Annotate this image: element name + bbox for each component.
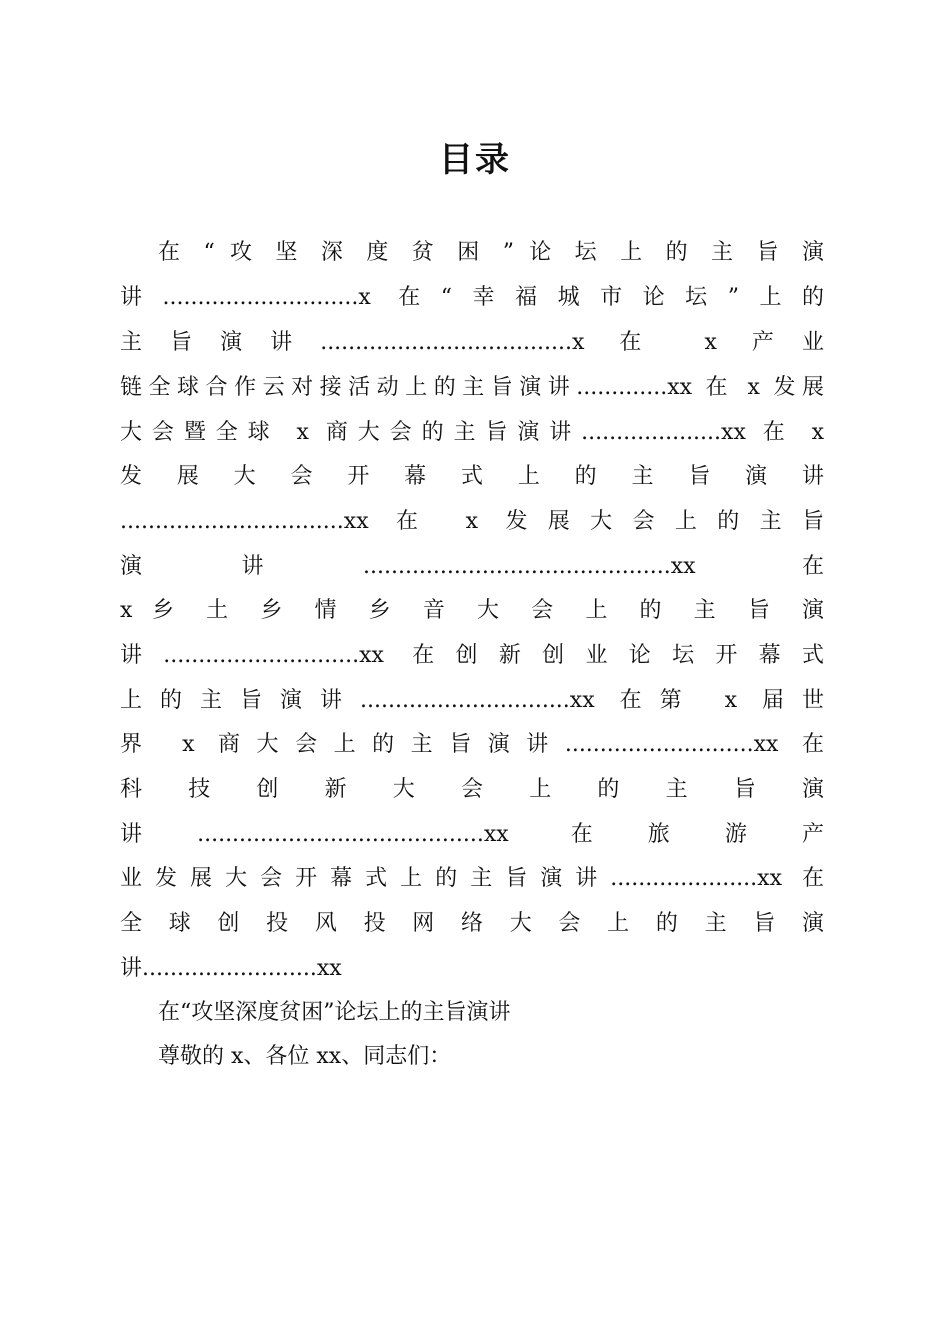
toc-line: x 乡 土 乡 情 乡 音 大 会 上 的 主 旨 演	[120, 598, 824, 623]
toc-line: 界 x 商大会上的主旨演讲...........................xx 在	[120, 732, 824, 757]
toc-line: 在 “ 攻 坚 深 度 贫 困 ” 论 坛 上 的 主 旨 演	[158, 240, 824, 265]
toc-line: 讲.........................................xx 在旅游产	[120, 822, 824, 847]
toc-line: 讲.........................xx	[120, 956, 342, 981]
toc-line: 讲............................x 在“幸福城市论坛”上的	[120, 285, 824, 310]
toc-line: 上的主旨演讲..............................xx 在第 x 届世	[120, 688, 824, 713]
toc-line: 发 展 大 会 开 幕 式 上 的 主 旨 演 讲	[120, 464, 824, 489]
toc-line: 科 技 创 新 大 会 上 的 主 旨 演	[120, 777, 824, 802]
toc-line: 主旨演讲....................................x 在 x 产业	[120, 330, 824, 355]
toc-line: ................................xx 在 x 发展大会上的主旨	[120, 509, 824, 534]
toc-line: 全 球 创 投 风 投 网 络 大 会 上 的 主 旨 演	[120, 911, 824, 936]
toc-line: 讲............................xx 在创新创业论坛开幕式	[120, 643, 824, 668]
page-title: 目录	[439, 140, 511, 180]
salutation: 尊敬的 x、各位 xx、同志们：	[158, 1044, 452, 1069]
speech-heading: 在“攻坚深度贫困”论坛上的主旨演讲	[158, 1000, 511, 1025]
toc-line: 大会暨全球 x 商大会的主旨演讲....................xx 在 x	[120, 420, 824, 445]
toc-line: 演讲............................................xx 在	[120, 554, 824, 579]
toc-line: 业发展大会开幕式上的主旨演讲.....................xx 在	[120, 866, 824, 891]
toc-line: 链全球合作云对接活动上的主旨演讲.............xx 在 x 发展	[120, 375, 824, 400]
